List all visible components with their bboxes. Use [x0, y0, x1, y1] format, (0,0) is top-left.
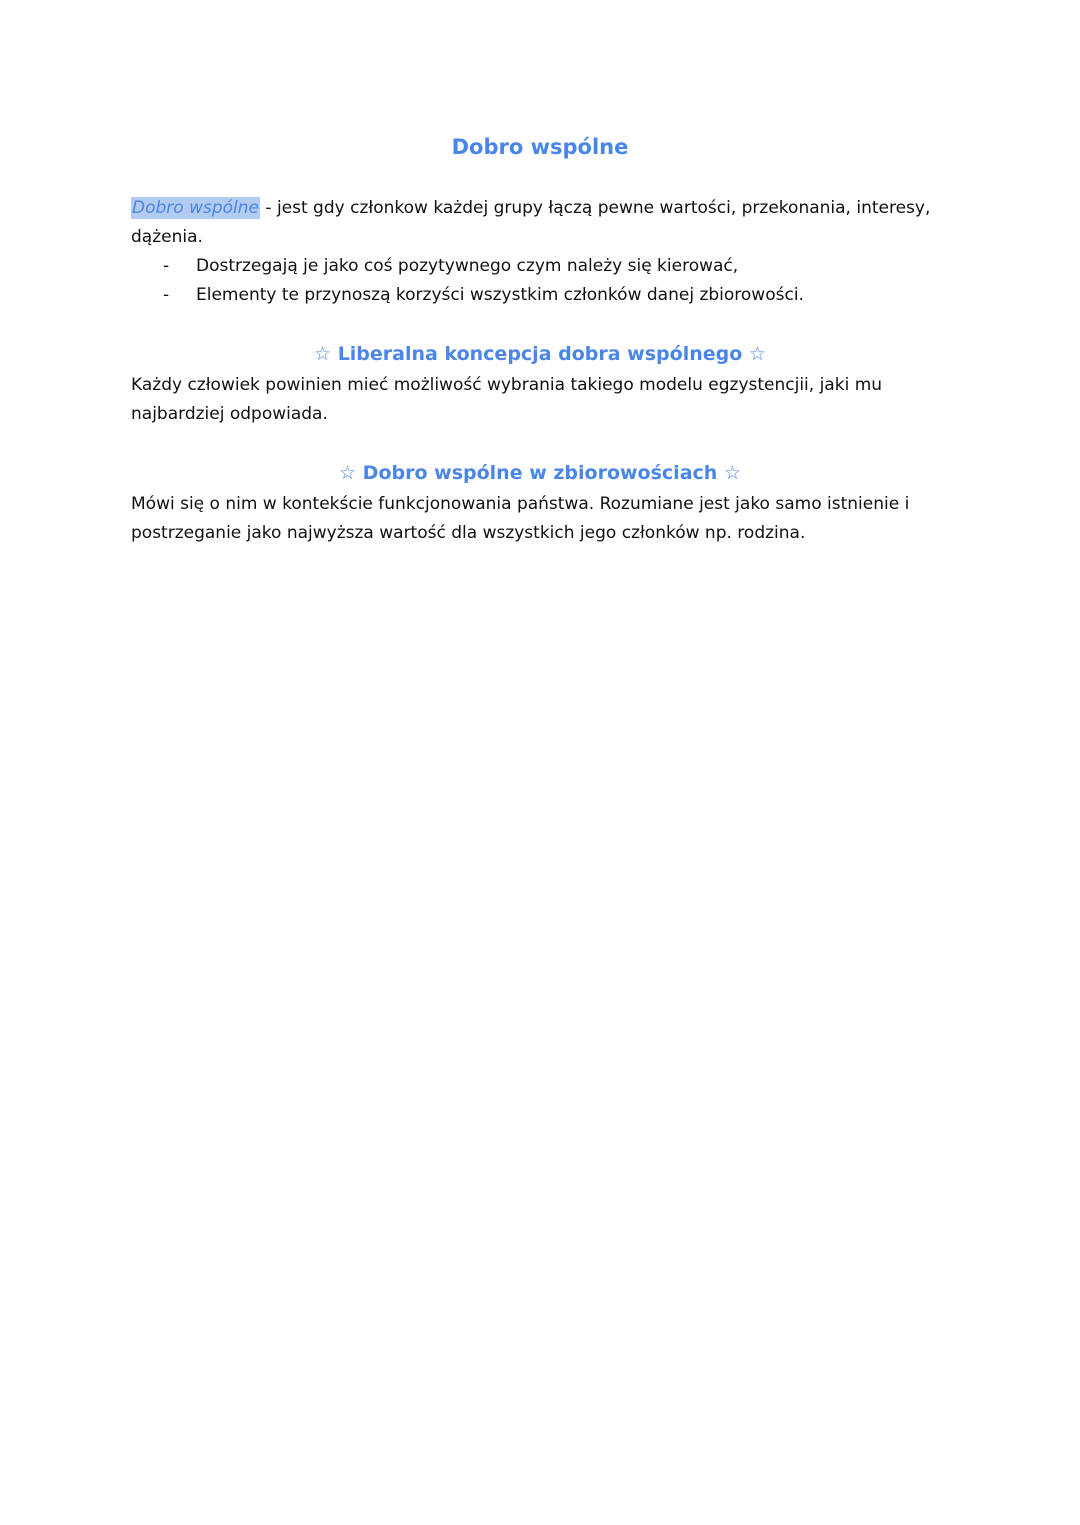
section1-line-1: Każdy człowiek powinien mieć możliwość wybrania takiego modelu egzystencjii, jaki mu	[131, 375, 883, 395]
bullet-text: Elementy te przynoszą korzyści wszystkim członków danej zbiorowości.	[196, 285, 804, 305]
section-heading-text: Liberalna koncepcja dobra wspólnego	[337, 343, 743, 365]
section1-line-2: najbardziej odpowiada.	[131, 404, 328, 424]
bullet-text: Dostrzegają je jako coś pozytywnego czym należy się kierować,	[196, 256, 739, 276]
definition-text: - jest gdy członkow każdej grupy łączą pewne wartości, przekonania, interesy,	[260, 198, 931, 218]
star-icon: ☆	[723, 462, 741, 484]
highlighted-term[interactable]: Dobro wspólne	[132, 198, 259, 218]
section2-line-2: postrzeganie jako najwyższa wartość dla wszystkich jego członków np. rodzina.	[131, 523, 806, 543]
section-heading-communities	[0, 460, 1080, 486]
star-icon: ☆	[339, 462, 357, 484]
section2-line-1: Mówi się o nim w kontekście funkcjonowania państwa. Rozumiane jest jako samo istnienie i	[131, 494, 910, 514]
bullet-dash: -	[163, 285, 170, 305]
definition-paragraph-line-2: dążenia.	[131, 227, 203, 247]
bullet-dash: -	[163, 256, 170, 276]
page-title-text: Dobro wspólne	[451, 135, 629, 159]
page-title	[0, 133, 1080, 161]
definition-paragraph-line-1	[131, 194, 931, 223]
section-heading-liberal	[0, 341, 1080, 367]
star-icon: ☆	[314, 343, 332, 365]
section-heading-text: Dobro wspólne w zbiorowościach	[362, 462, 718, 484]
star-icon: ☆	[748, 343, 766, 365]
